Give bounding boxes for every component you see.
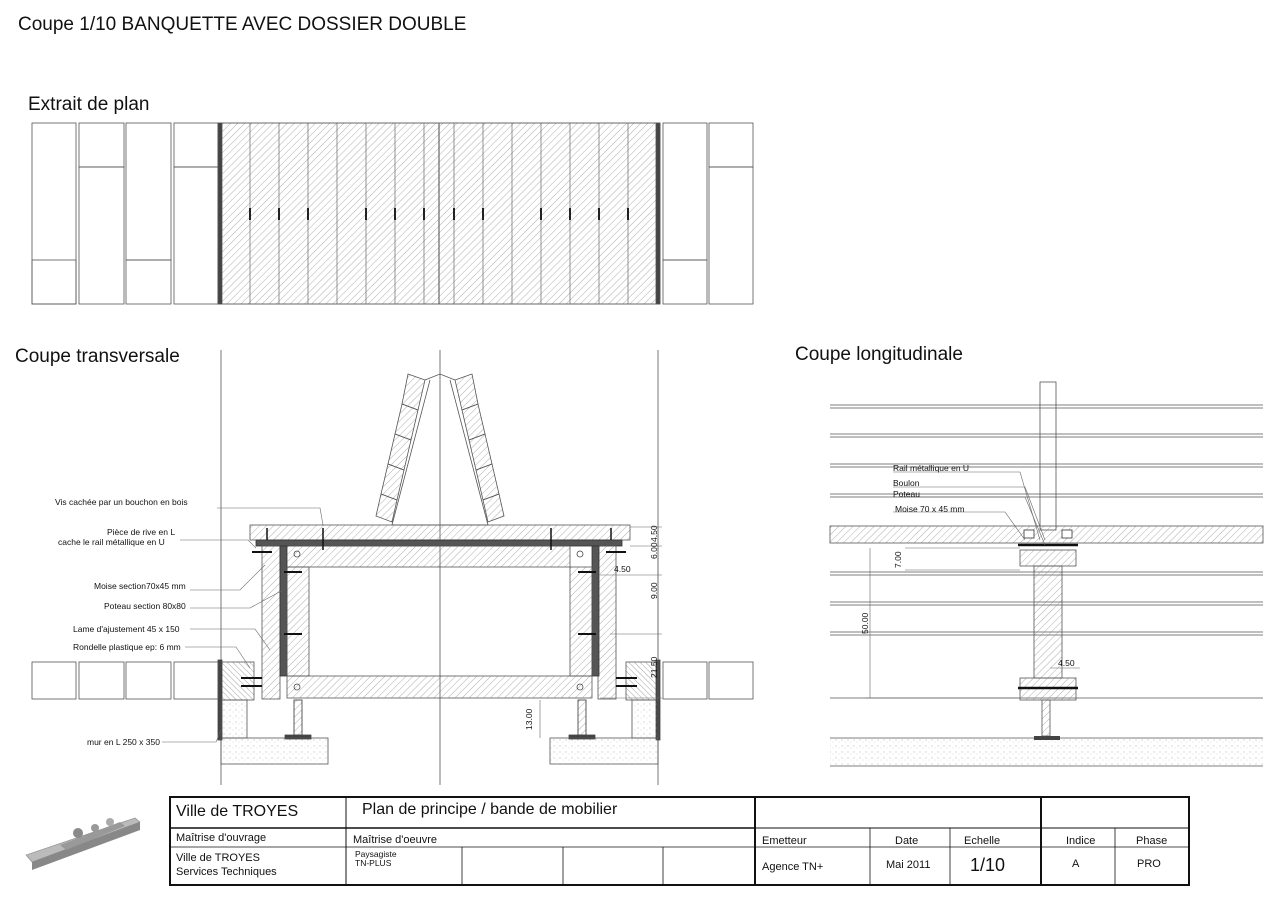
annotation-post: Poteau section 80x80 <box>104 601 186 611</box>
annotation-adjust-blade: Lame d'ajustement 45 x 150 <box>73 624 180 634</box>
owner-value-1: Ville de TROYES <box>176 852 260 864</box>
dim-6-00: 6.00 <box>649 542 659 559</box>
index-value: A <box>1072 858 1080 870</box>
annotation-rail: Rail métallique en U <box>893 463 970 473</box>
drawing-title: Plan de principe / bande de mobilier <box>362 801 618 818</box>
designer-label: Maîtrise d'oeuvre <box>353 834 438 846</box>
date-label: Date <box>895 835 919 847</box>
emitter-value: Agence TN+ <box>762 861 824 873</box>
date-value: Mai 2011 <box>886 859 931 871</box>
emitter-label: Emetteur <box>762 835 807 847</box>
annotation-screw: Vis cachée par un bouchon en bois <box>55 497 188 507</box>
client-name: Ville de TROYES <box>176 803 299 820</box>
index-label: Indice <box>1066 835 1096 847</box>
dim-4-50-long: 4.50 <box>1058 658 1075 668</box>
designer-value-1: Paysagiste <box>355 849 397 859</box>
transversal-section <box>32 350 753 785</box>
annotation-edge-piece-2: cache le rail métallique en U <box>58 537 165 547</box>
annotation-bolt: Boulon <box>893 478 920 488</box>
annotation-edge-piece: Pièce de rive en L <box>107 527 176 537</box>
dim-21-50: 21.50 <box>649 656 659 678</box>
dim-7-00: 7.00 <box>893 551 903 568</box>
longitudinal-section <box>830 382 1263 766</box>
dim-50-00: 50.00 <box>860 612 870 634</box>
annotation-post-long: Poteau <box>893 489 920 499</box>
dim-9-00: 9.00 <box>649 582 659 599</box>
annotation-moise-long: Moise 70 x 45 mm <box>895 504 965 514</box>
owner-label: Maîtrise d'ouvrage <box>176 832 267 844</box>
plan-slab <box>32 123 76 304</box>
dim-4-50-top: 4.50 <box>649 525 659 542</box>
phase-label: Phase <box>1136 835 1168 847</box>
owner-value-2: Services Techniques <box>176 866 277 878</box>
dim-13-00: 13.00 <box>524 708 534 730</box>
plan-view <box>32 123 753 304</box>
annotation-moise: Moise section70x45 mm <box>94 581 186 591</box>
dim-4-50: 4.50 <box>614 564 631 574</box>
scale-label: Echelle <box>964 835 1001 847</box>
title-block-frame <box>170 797 1189 885</box>
longitudinal-title: Coupe longitudinale <box>795 344 963 365</box>
annotation-wall: mur en L 250 x 350 <box>87 737 160 747</box>
plan-title: Extrait de plan <box>28 94 150 115</box>
perspective-thumbnail <box>26 818 140 870</box>
phase-value: PRO <box>1137 858 1161 870</box>
sheet-title: Coupe 1/10 BANQUETTE AVEC DOSSIER DOUBLE <box>18 14 467 35</box>
scale-value: 1/10 <box>970 855 1006 875</box>
designer-value-2: TN-PLUS <box>355 858 392 868</box>
transversal-title: Coupe transversale <box>15 346 180 367</box>
annotation-washer: Rondelle plastique ep: 6 mm <box>73 642 181 652</box>
